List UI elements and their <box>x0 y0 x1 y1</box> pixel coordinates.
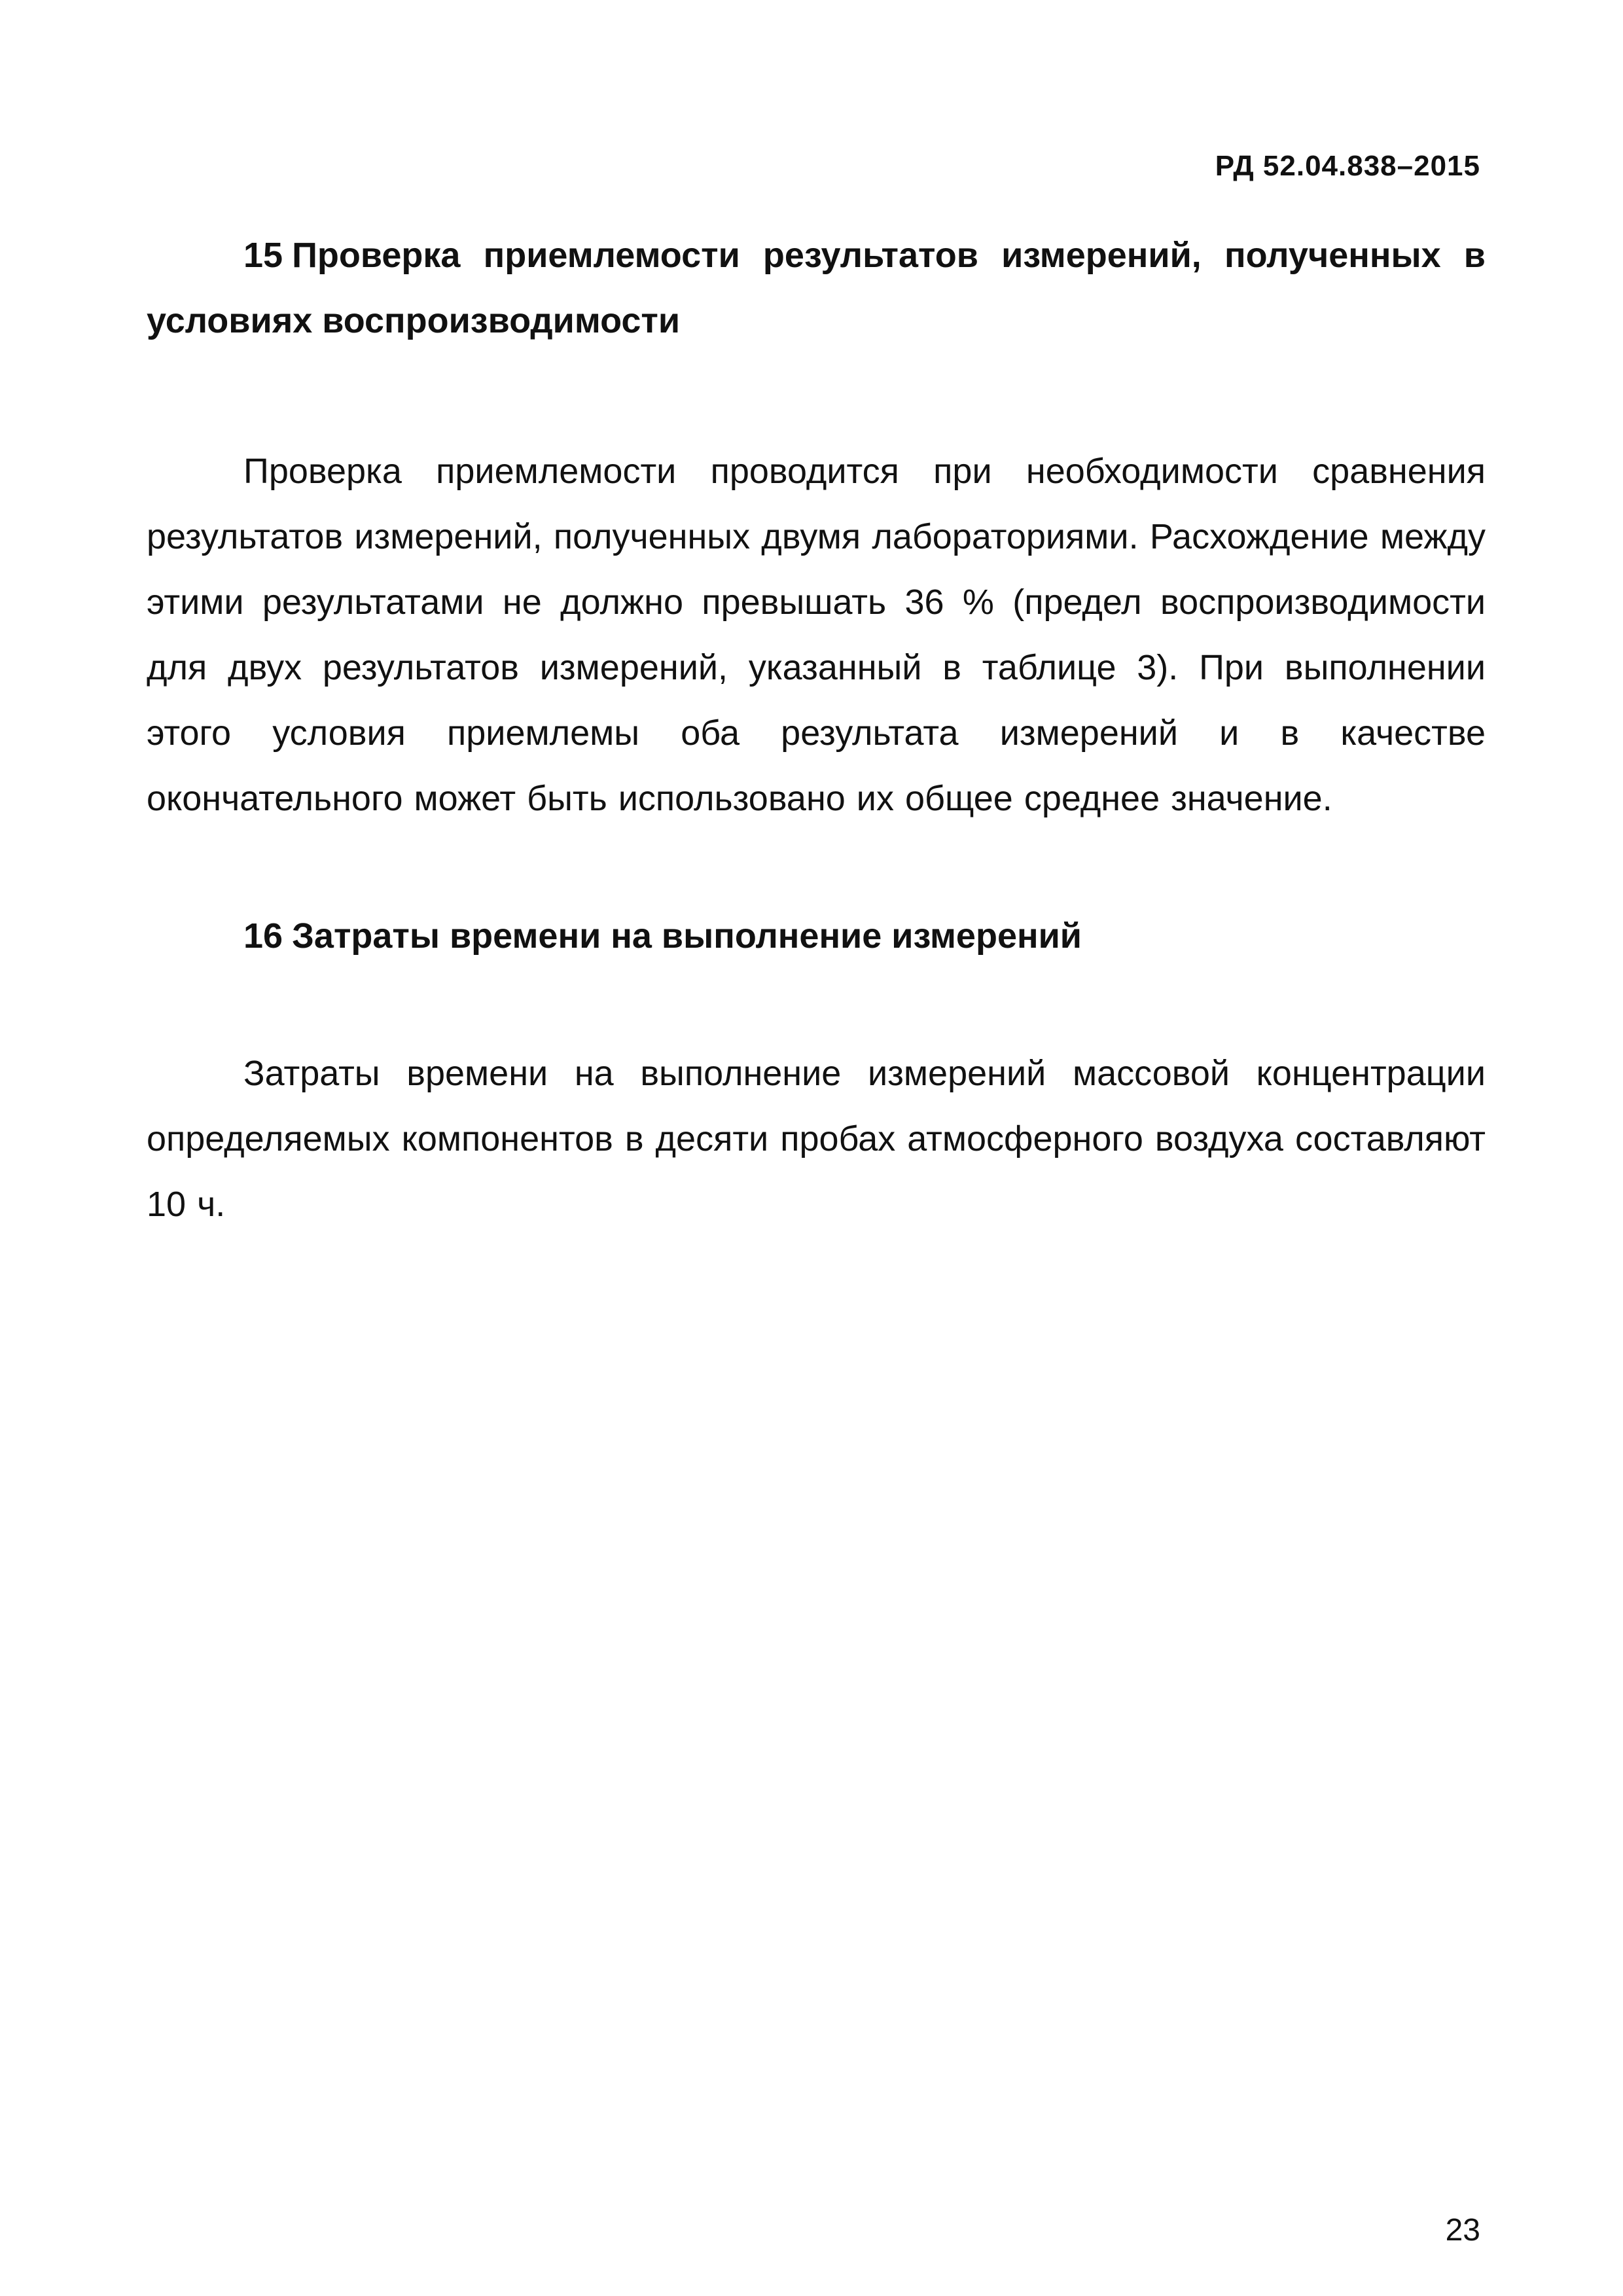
section-15-heading <box>147 223 1486 353</box>
section-15-number: 15 <box>243 236 283 275</box>
page-content <box>147 223 1486 1237</box>
section-16-paragraph: Затраты времени на выполнение измерений массовой концентрации определяемых компонентов в десяти пробах атмосферного воздуха составляют 10 ч. <box>147 1054 1486 1224</box>
page-number: 23 <box>1445 2213 1480 2248</box>
document-code: РД 52.04.838–2015 <box>1215 150 1480 182</box>
section-16-heading <box>147 903 1486 969</box>
section-15-title: Проверка приемлемости результатов измерений, полученных в условиях воспроизводимости <box>147 236 1486 340</box>
section-16-number: 16 <box>243 916 283 956</box>
section-16-title: Затраты времени на выполнение измерений <box>292 916 1082 956</box>
section-15-paragraph: Проверка приемлемости проводится при необходимости сравнения результатов измерений, полученных двумя лабораториями. Расхождение между этими результатами не должно превышать 36 % (предел воспроизводимости для двух результатов измерений, указанный в таблице 3). При выполнении этого условия приемлемы оба результата измерений и в качестве окончательного может быть использовано их общее среднее значение. <box>147 452 1486 818</box>
